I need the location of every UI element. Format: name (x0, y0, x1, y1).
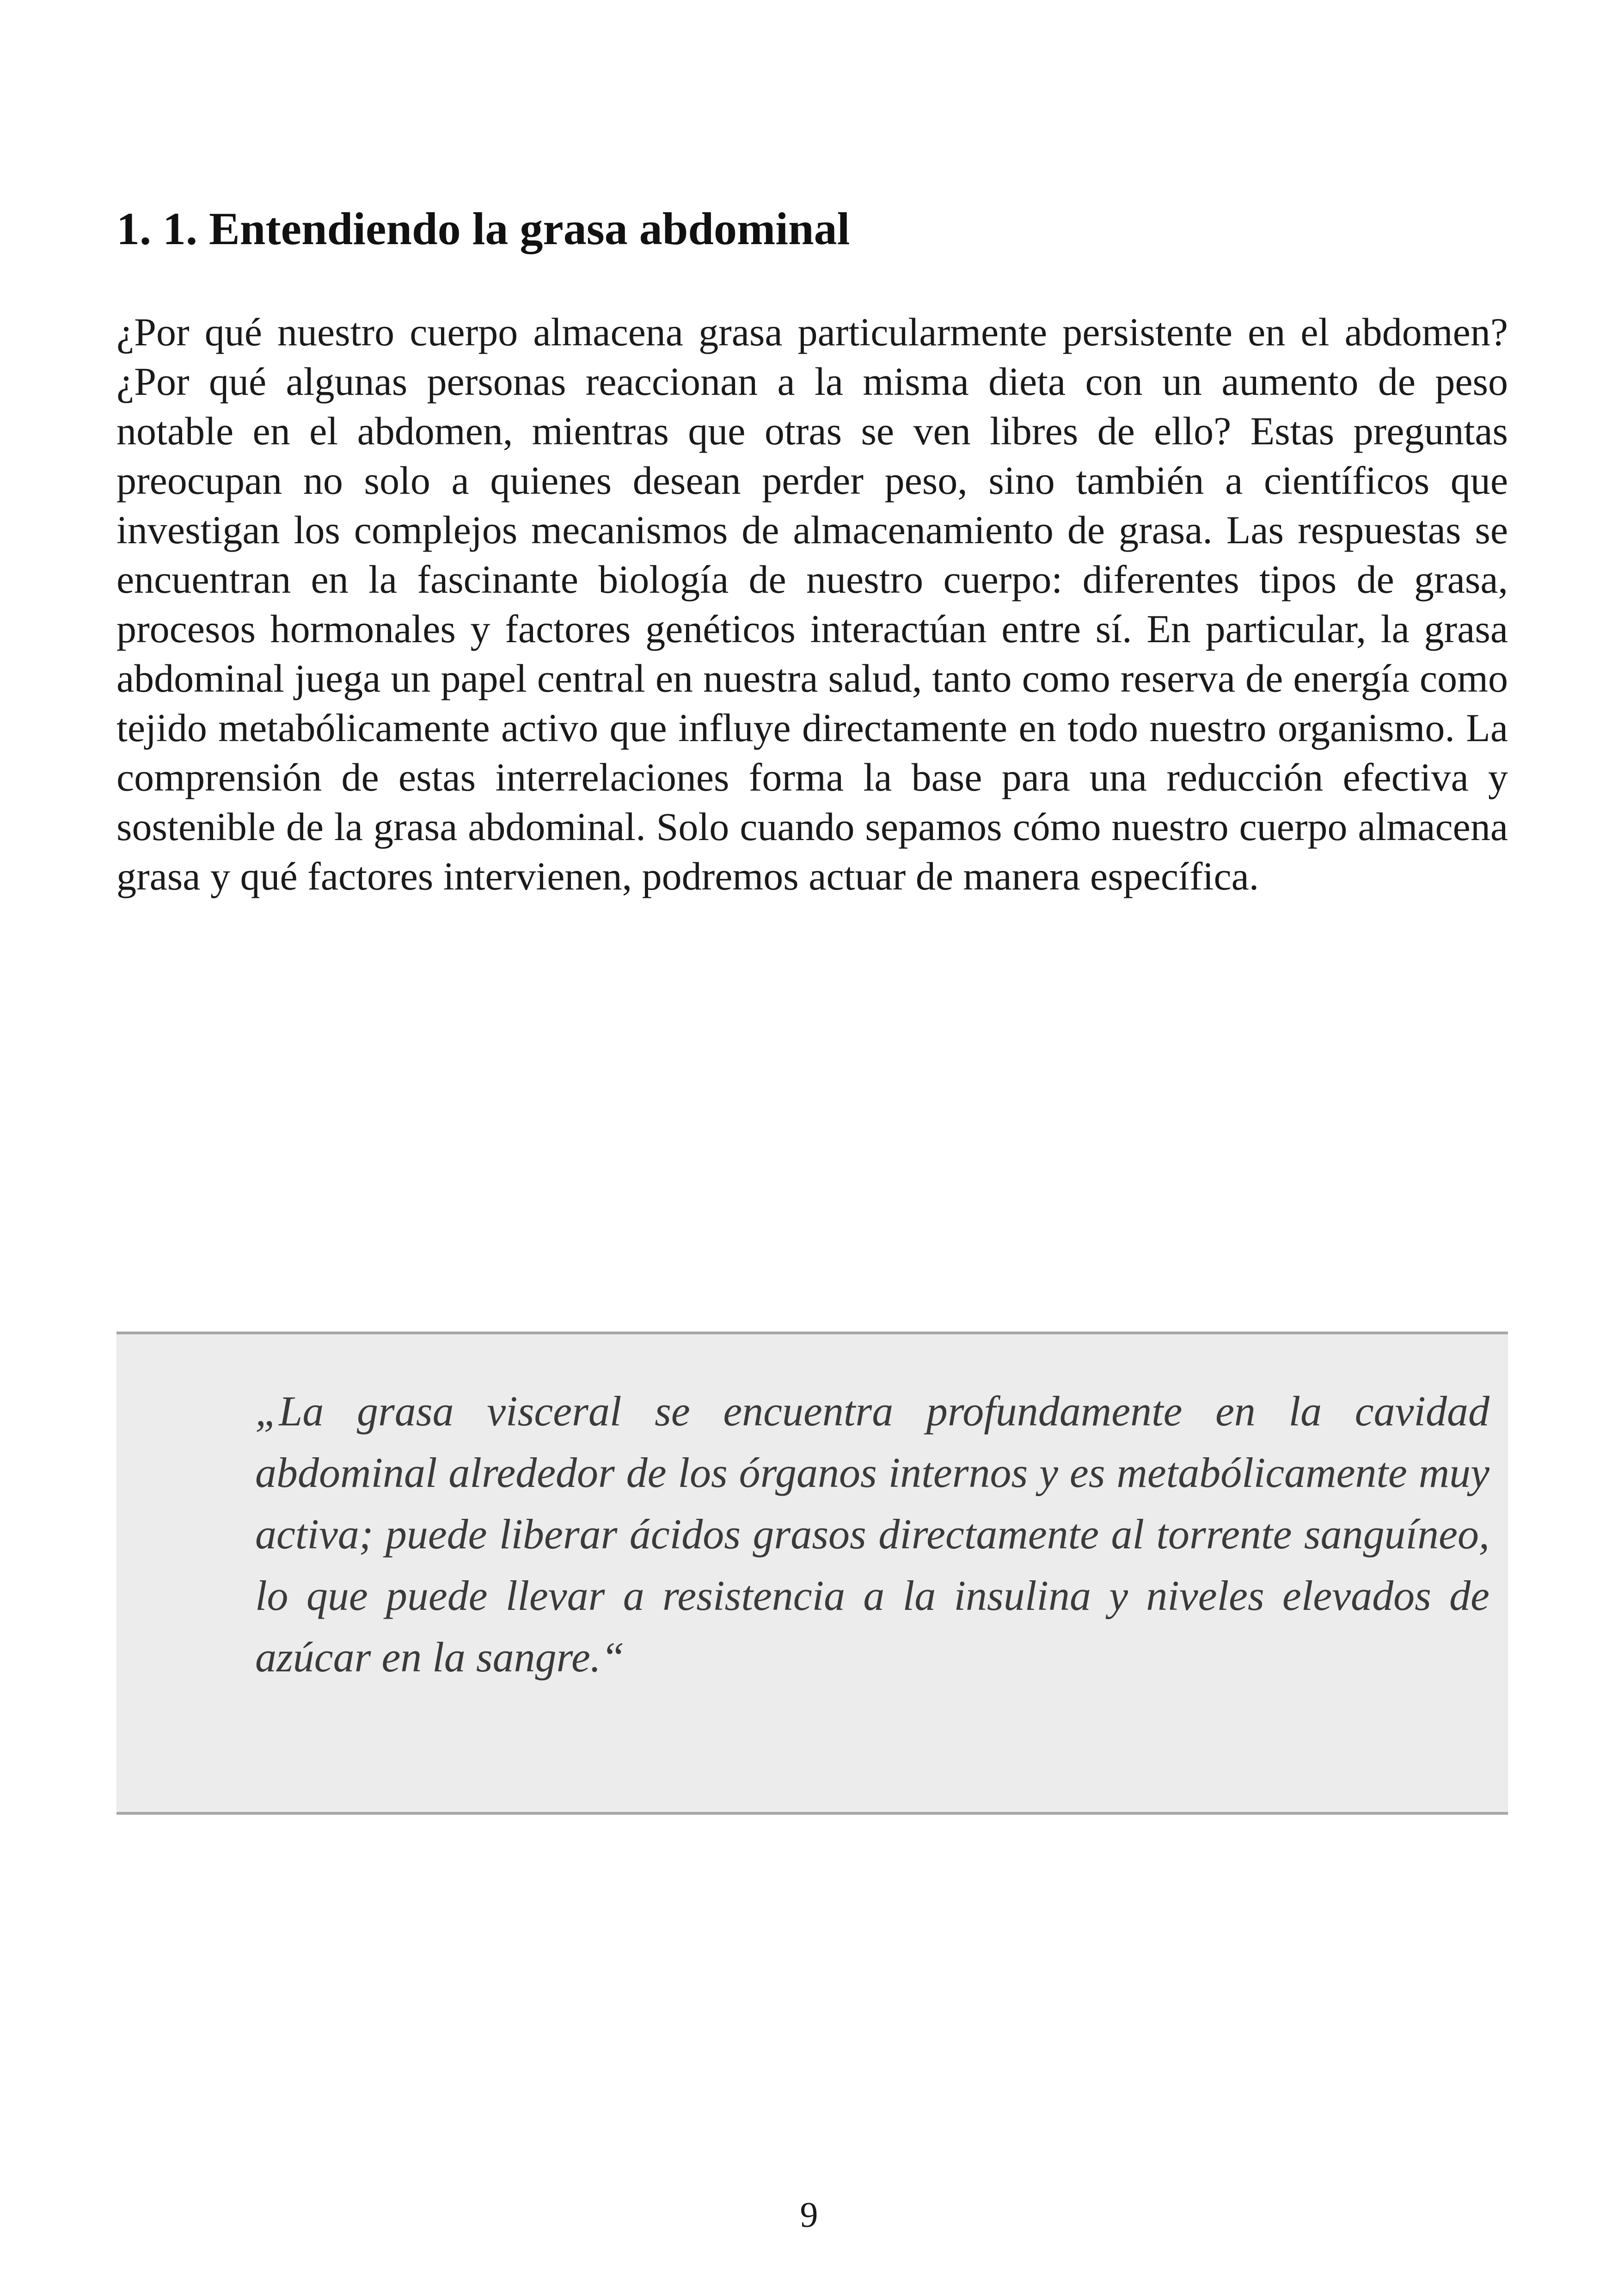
quote-box (116, 1332, 1508, 1815)
section-title: 1. 1. Entendiendo la grasa abdominal (116, 203, 850, 254)
body-paragraph: ¿Por qué nuestro cuerpo almacena grasa particularmente persistente en el abdomen? ¿Por qué algunas personas reaccionan a la misma dieta con un aumento de peso notable en el abdomen, mientras que otras se ven libres de ello? Estas preguntas preocupan no solo a quienes desean perder peso, sino también a científicos que investigan los complejos mecanismos de almacenamiento de grasa. Las respuestas se encuentran en la fascinante biología de nuestro cuerpo: diferentes tipos de grasa, procesos hormonales y factores genéticos interactúan entre sí. En particular, la grasa abdominal juega un papel central en nuestra salud, tanto como reserva de energía como tejido metabólicamente activo que influye directamente en todo nuestro organismo. La comprensión de estas interrelaciones forma la base para una reducción efectiva y sostenible de la grasa abdominal. Solo cuando sepamos cómo nuestro cuerpo almacena grasa y qué factores intervienen, podremos actuar de manera específica. (116, 310, 1508, 898)
quote-text: „La grasa visceral se encuentra profundamente en la cavidad abdominal alrededor de los órganos internos y es metabólicamente muy activa; puede liberar ácidos grasos directamente al torrente sanguíneo, lo que puede llevar a resistencia a la insulina y niveles elevados de azúcar en la sangre.“ (255, 1387, 1489, 1681)
page-number: 9 (800, 2194, 818, 2235)
